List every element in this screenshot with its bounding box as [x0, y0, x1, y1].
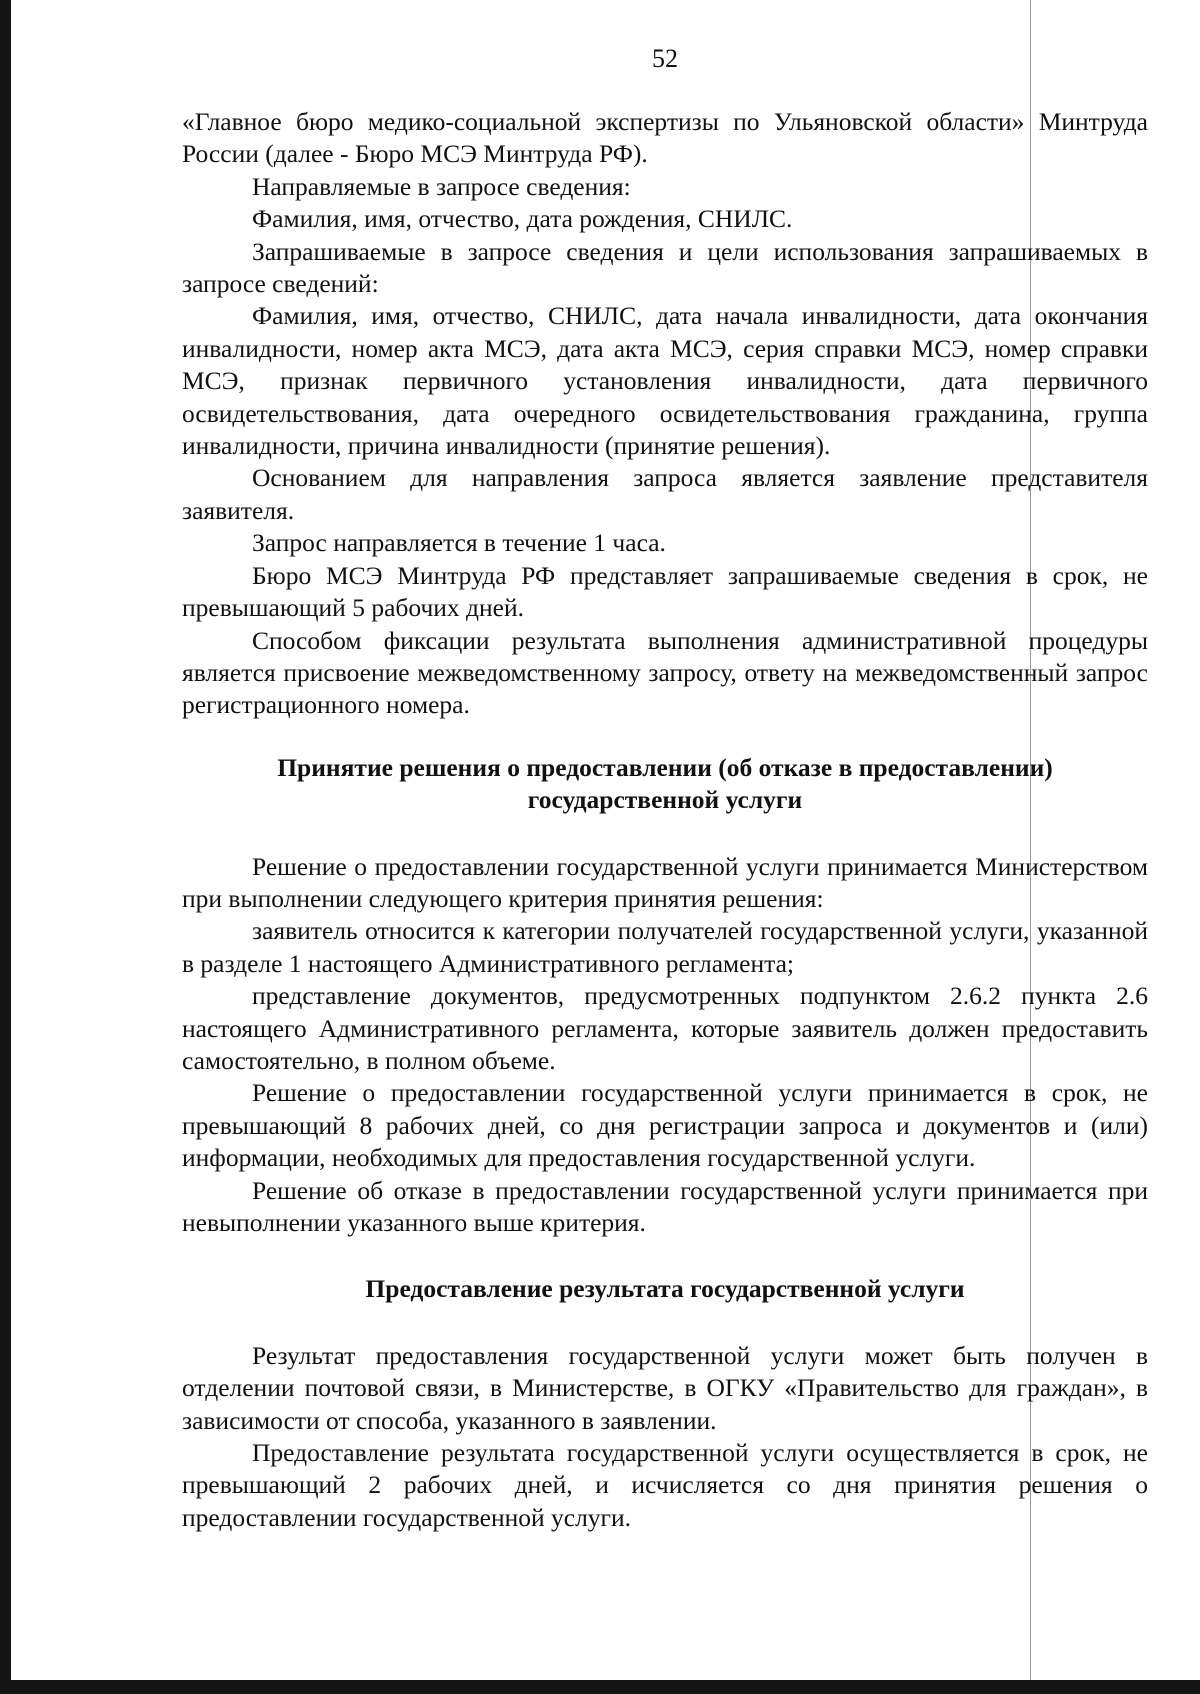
paragraph: Запрашиваемые в запросе сведения и цели использования запрашиваемых в запросе сведений: [182, 236, 1148, 299]
scan-edge-left [0, 0, 11, 1694]
scan-edge-bottom [0, 1680, 1200, 1694]
paragraph: Фамилия, имя, отчество, дата рождения, СНИЛС. [252, 204, 793, 234]
page-number: 52 [652, 44, 678, 73]
document-body [182, 106, 1148, 1534]
paragraph: Решение о предоставлении государственной услуги принимается в срок, не превышающий 8 рабочих дней, со дня регистрации запроса и документов и (или) информации, необходимых для предоставления государственной услуги. [182, 1078, 1148, 1173]
paragraph: заявитель относится к категории получателей государственной услуги, указанной в разделе 1 настоящего Административного регламента; [182, 916, 1148, 978]
paragraph: представление документов, предусмотренных подпунктом 2.6.2 пункта 2.6 настоящего Административного регламента, которые заявитель должен предоставить самостоятельно, в полном объеме. [182, 981, 1148, 1075]
section-heading-decision [182, 752, 1148, 817]
section-heading-decision-line1: Принятие решения о предоставлении (об отказе в предоставлении) [277, 752, 1053, 782]
paragraph-bureau-name: «Главное бюро медико-социальной экспертизы по Ульяновской области» Минтруда России (далее - Бюро МСЭ Минтруда РФ). [182, 107, 1148, 169]
paragraph: Решение о предоставлении государственной услуги принимается Министерством при выполнении следующего критерия принятия решения: [182, 851, 1148, 913]
paragraph: Направляемые в запросе сведения: [252, 171, 631, 201]
paragraph: Решение об отказе в предоставлении государственной услуги принимается при невыполнении указанного выше критерия. [182, 1175, 1148, 1237]
paragraph: Основанием для направления запроса является заявление представителя заявителя. [182, 463, 1148, 525]
section-heading-decision-line2: государственной услуги [527, 785, 803, 815]
paragraph: Предоставление результата государственной услуги осуществляется в срок, не превышающий 2 рабочих дней, и исчисляется со дня принятия решения о предоставлении государственной услуги. [182, 1438, 1148, 1532]
paragraph: Бюро МСЭ Минтруда РФ представляет запрашиваемые сведения в срок, не превышающий 5 рабочих дней. [182, 560, 1148, 623]
section-heading-result: Предоставление результата государственной услуги [365, 1274, 965, 1304]
paragraph: Фамилия, имя, отчество, СНИЛС, дата начала инвалидности, дата окончания инвалидности, номер акта МСЭ, дата акта МСЭ, серия справки МСЭ, номер справки МСЭ, признак первичного установления инвалидности, дата первичного освидетельствования, дата очередного освидетельствования гражданина, группа инвалидности, причина инвалидности (принятие решения). [182, 301, 1148, 461]
paragraph: Запрос направляется в течение 1 часа. [252, 528, 666, 558]
paragraph: Способом фиксации результата выполнения административной процедуры является присвоение межведомственному запросу, ответу на межведомственный запрос регистрационного номера. [182, 625, 1148, 720]
paragraph: Результат предоставления государственной услуги может быть получен в отделении почтовой связи, в Министерстве, в ОГКУ «Правительство для граждан», в зависимости от способа, указанного в заявлении. [182, 1340, 1148, 1435]
